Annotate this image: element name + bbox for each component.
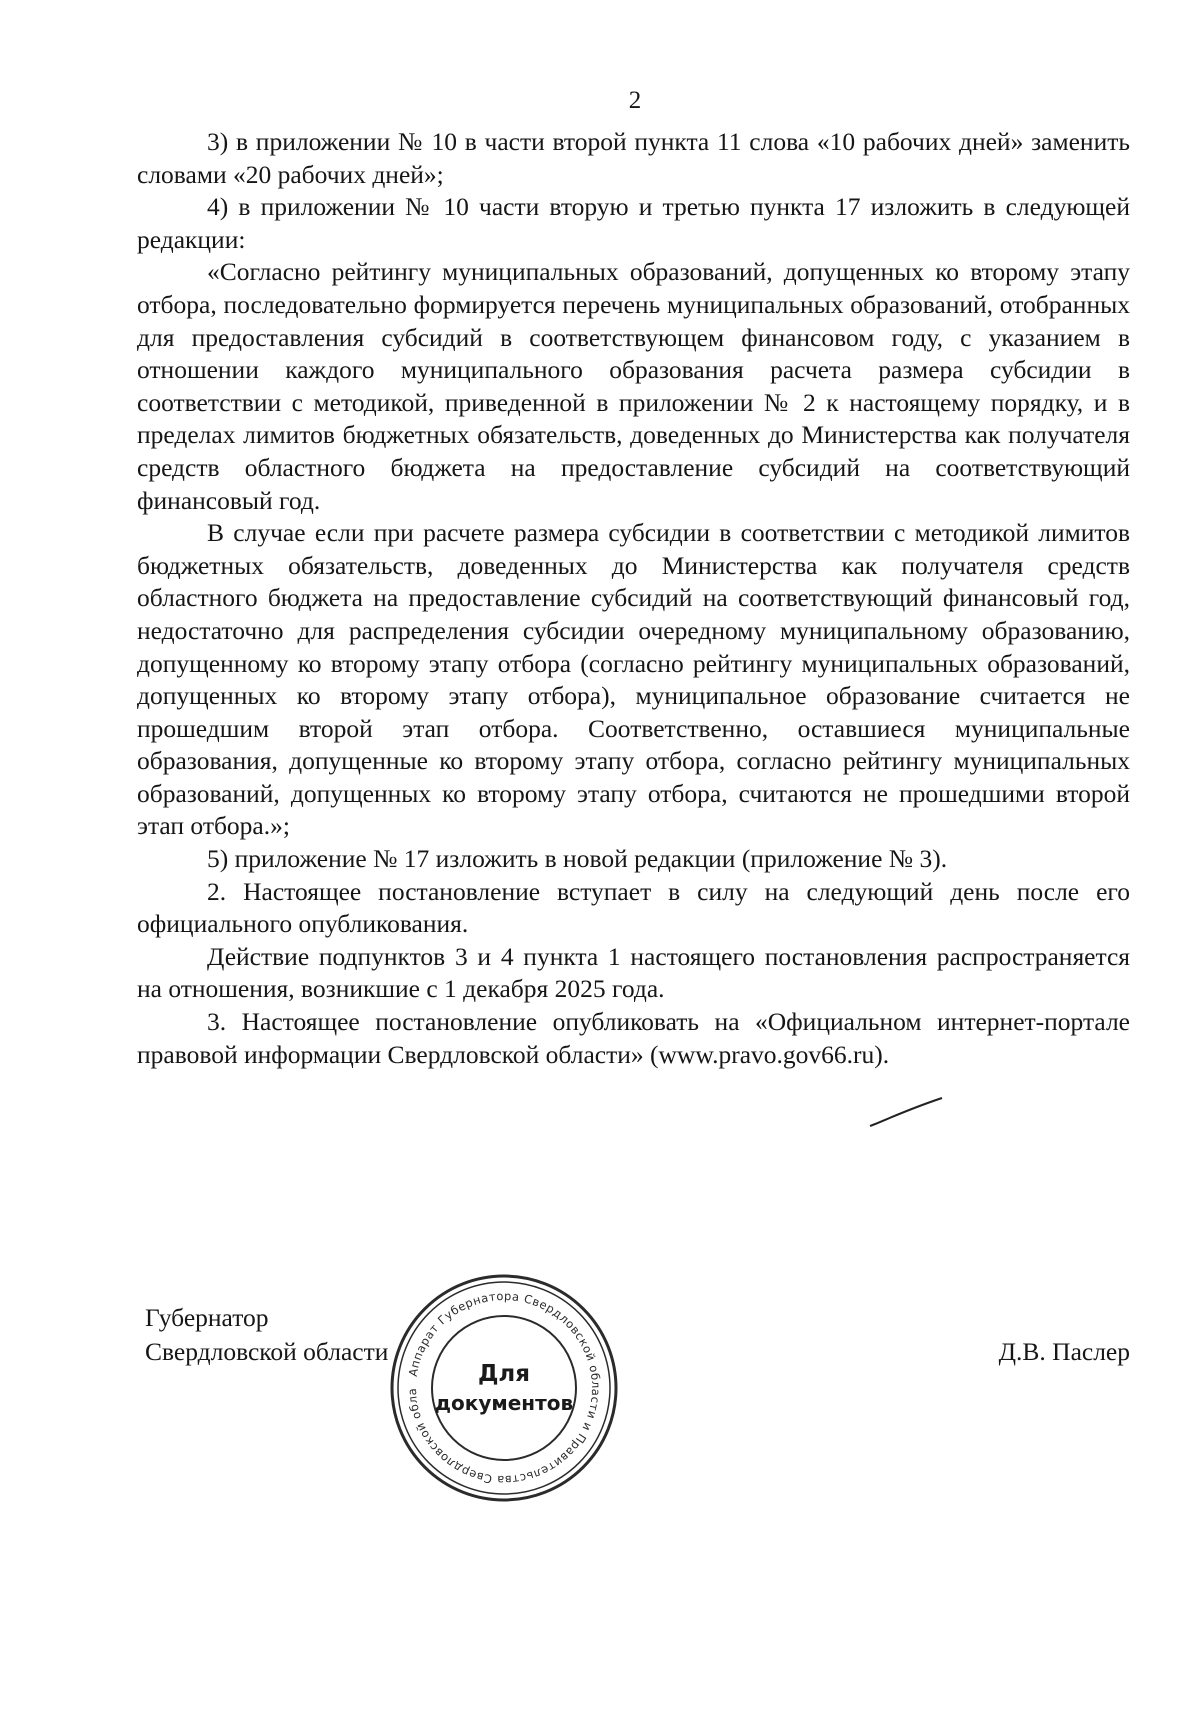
paragraph-item-4: 4) в приложении № 10 части вторую и третью пункта 17 изложить в следующей редакции: [137,192,1130,254]
paragraph-point-3: 3. Настоящее постановление опубликовать на «Официальном интернет-портале правовой информации Свердловской области» (www.pravo.gov66.ru). [137,1007,1130,1069]
signature-block [145,1301,1130,1369]
signatory-title [145,1301,1130,1369]
page-number: 2 [628,87,642,114]
handwritten-stroke-mark [866,1092,946,1132]
paragraph-point-2: 2. Настоящее постановление вступает в силу на следующий день после его официального опубликования. [137,876,1130,939]
signatory-title-line-2: Свердловской области [145,1337,389,1366]
svg-text:Для: Для [477,1361,531,1387]
signatory-title-line-1: Губернатор [145,1303,269,1332]
quoted-paragraph-1: «Согласно рейтингу муниципальных образований, допущенных ко второму этапу отбора, последовательно формируется перечень муниципальных образований, отобранных для предоставления субсидий в соответствующем финансовом году, с указанием в отношении каждого муниципального образования расчета размера субсидии в соответствии с методикой, приведенной в приложении № 2 к настоящему порядку, и в пределах лимитов бюджетных обязательств, доведенных до Министерства как получателя средств областного бюджета на предоставление субсидий на соответствующий финансовый год. [137,257,1130,515]
svg-text:Аппарат Губернатора Свердловск: Аппарат Губернатора Свердловской области и Правительства Свердловской обла [404,1288,604,1488]
quoted-paragraph-2: В случае если при расчете размера субсидии в соответствии с методикой лимитов бюджетных обязательств, доведенных до Министерства как получателя средств областного бюджета на предоставление субсидий на соответствующий финансовый год, недостаточно для распределения субсидии очередному муниципальному образованию, допущенному ко второму этапу отбора (согласно рейтингу муниципальных образований, допущенных ко второму этапу отбора), муниципальное образование считается не прошедшим второй этап отбора. Соответственно, оставшиеся муниципальные образования, допущенные ко второму этапу отбора, согласно рейтингу муниципальных образований, допущенных ко второму этапу отбора, считаются не прошедшими второй этап отбора.»; [137,518,1130,841]
seal-graphic [388,1272,620,1504]
document-body [137,126,1130,1071]
paragraph-item-3: 3) в приложении № 10 в части второй пункта 11 слова «10 рабочих дней» заменить словами «20 рабочих дней»; [137,127,1130,189]
signatory-name: Д.В. Паслер [998,1337,1130,1366]
paragraph-item-5: 5) приложение № 17 изложить в новой редакции (приложение № 3). [207,844,948,874]
paragraph-effect: Действие подпунктов 3 и 4 пункта 1 настоящего постановления распространяется на отношения, возникшие с 1 декабря 2025 года. [137,941,1130,1004]
official-seal [388,1272,620,1504]
svg-text:документов: документов [434,1391,574,1415]
